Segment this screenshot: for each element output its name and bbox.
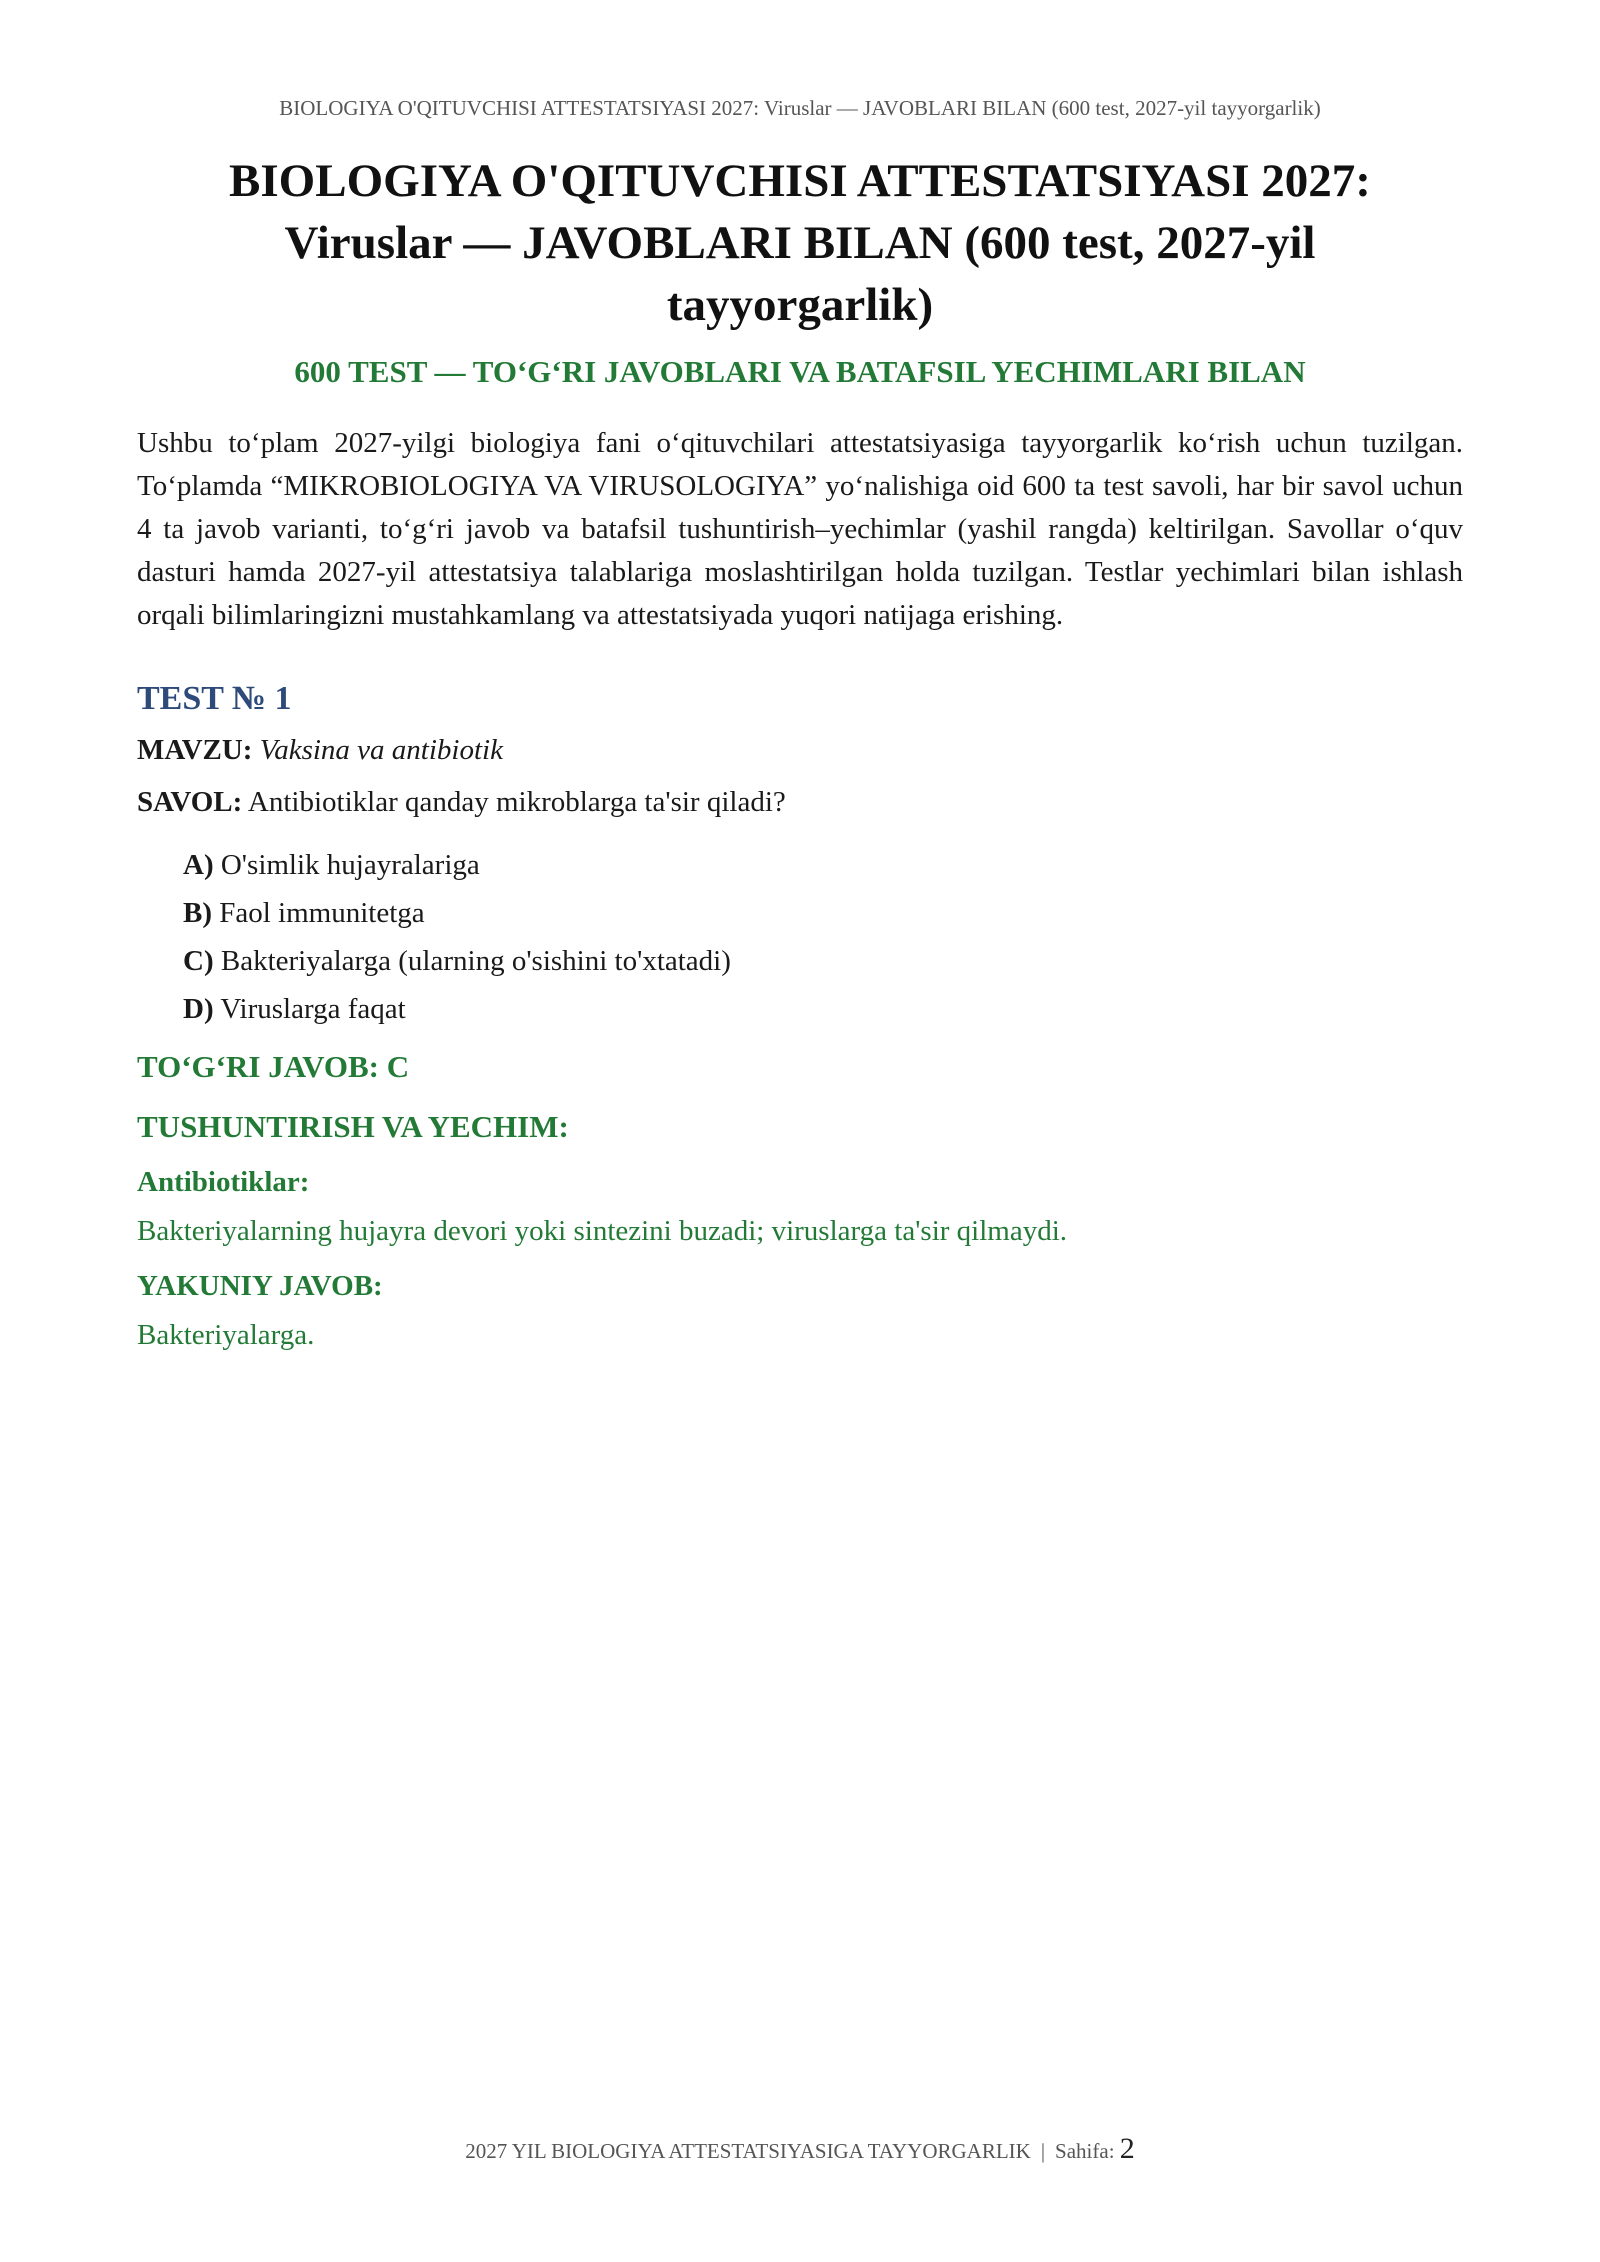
question-text: Antibiotiklar qanday mikroblarga ta'sir qiladi? [247, 786, 786, 818]
option-d [183, 985, 1463, 1033]
option-c [183, 937, 1463, 985]
title-line-2: Viruslar — JAVOBLARI BILAN (600 test, 2027-yil [284, 217, 1316, 269]
page-footer [0, 2132, 1600, 2166]
explanation-subheading: Antibiotiklar: [137, 1166, 310, 1198]
footer-text: 2027 YIL BIOLOGIYA ATTESTATSIYASIGA TAYYORGARLIK [465, 2139, 1031, 2163]
final-answer-text: Bakteriyalarga. [137, 1319, 315, 1351]
option-b [183, 889, 1463, 937]
answer-options [183, 841, 1463, 1033]
question-label: SAVOL: [137, 786, 243, 818]
topic-row [137, 729, 1463, 771]
correct-answer: TO‘G‘RI JAVOB: C [137, 1049, 410, 1084]
final-answer-heading: YAKUNIY JAVOB: [137, 1270, 383, 1302]
option-text: Faol immunitetga [219, 897, 425, 929]
question-row [137, 781, 1463, 823]
page-label: Sahifa: [1055, 2139, 1115, 2163]
test-number: TEST № 1 [137, 680, 292, 717]
running-header: BIOLOGIYA O'QITUVCHISI ATTESTATSIYASI 2027: Viruslar — JAVOBLARI BILAN (600 test, 2027-yil tayyorgarlik) [279, 96, 1321, 120]
explanation-text: Bakteriyalarning hujayra devori yoki sintezini buzadi; viruslarga ta'sir qilmaydi. [137, 1215, 1068, 1247]
topic-value: Vaksina va antibiotik [259, 734, 503, 766]
option-text: O'simlik hujayralariga [220, 849, 480, 881]
page-content [137, 150, 1463, 1357]
option-text: Viruslarga faqat [220, 993, 406, 1025]
option-letter: D) [183, 993, 214, 1025]
option-letter: A) [183, 849, 214, 881]
option-text: Bakteriyalarga (ularning o'sishini to'xtatadi) [220, 945, 731, 977]
page-subtitle: 600 TEST — TO‘G‘RI JAVOBLARI VA BATAFSIL YECHIMLARI BILAN [294, 354, 1306, 389]
title-line-3: tayyorgarlik) [666, 279, 934, 331]
topic-label: MAVZU: [137, 734, 253, 766]
title-line-1: BIOLOGIYA O'QITUVCHISI ATTESTATSIYASI 2027: [229, 155, 1371, 207]
page-number: 2 [1119, 2132, 1135, 2165]
option-letter: C) [183, 945, 214, 977]
page-title [137, 150, 1463, 336]
intro-paragraph: Ushbu to‘plam 2027-yilgi biologiya fani o‘qituvchilari attestatsiyasiga tayyorgarlik ko‘rish uchun tuzilgan. To‘plamda “MIKROBIOLOGIYA VA VIRUSOLOGIYA” yo‘nalishiga oid 600 ta test savoli, har bir savol uchun 4 ta javob varianti, to‘g‘ri javob va batafsil tushuntirish–yechimlar (yashil rangda) keltirilgan. Savollar o‘quv dasturi hamda 2027-yil attestatsiya talablariga moslashtirilgan holda tuzilgan. Testlar yechimlari bilan ishlash orqali bilimlaringizni mustahkamlang va attestatsiyada yuqori natijaga erishing. [137, 427, 1463, 631]
explanation-heading: TUSHUNTIRISH VA YECHIM: [137, 1109, 569, 1144]
footer-separator: | [1040, 2139, 1046, 2163]
option-a [183, 841, 1463, 889]
option-letter: B) [183, 897, 212, 929]
